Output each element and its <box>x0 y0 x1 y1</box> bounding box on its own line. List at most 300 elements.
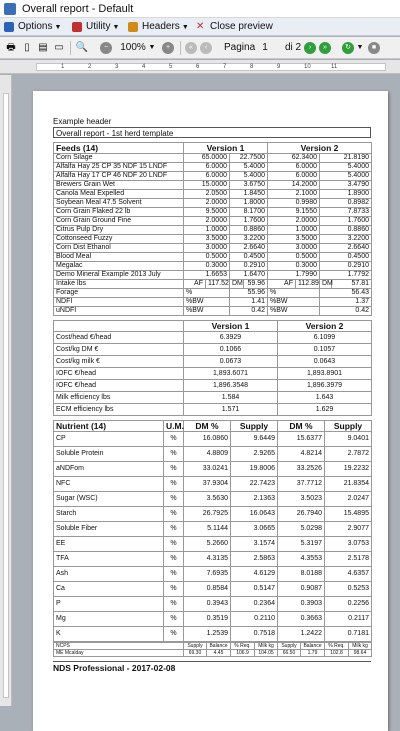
feed-value: 0.9980 <box>268 199 320 208</box>
toolbar-divider <box>180 41 181 55</box>
feed-value: 0.8982 <box>320 199 372 208</box>
ruler-tick: 4 <box>142 64 146 70</box>
nutrient-value: 16.0860 <box>184 432 231 447</box>
nutrient-row <box>54 597 372 612</box>
chevron-down-icon: ▼ <box>112 24 120 31</box>
nutrient-name: TFA <box>54 552 164 567</box>
export-icon[interactable]: ▤ <box>38 42 48 53</box>
report-title: Overall report - 1st herd template <box>53 127 371 138</box>
close-preview-button[interactable]: ✕ Close preview <box>196 21 273 32</box>
nutrient-value: 19.2232 <box>325 462 372 477</box>
menu-utility[interactable]: Utility ▼ <box>72 20 119 34</box>
forage-unit: % <box>184 289 230 298</box>
intake-value: AF <box>268 280 296 289</box>
feed-value: 9.1550 <box>268 208 320 217</box>
nutrient-name: Sugar (WSC) <box>54 492 164 507</box>
nutrient-name: Soluble Protein <box>54 447 164 462</box>
feed-name: Corn Dist Ethanol <box>54 244 184 253</box>
cost-value: 0.0643 <box>278 356 372 368</box>
cost-value: 0.1057 <box>278 344 372 356</box>
cost-value: 1.571 <box>184 404 278 416</box>
feed-value: 1.0000 <box>184 226 230 235</box>
nutrient-row <box>54 492 372 507</box>
window-title: Overall report - Default <box>22 3 134 15</box>
nutrient-value: 2.5863 <box>231 552 278 567</box>
nutrient-name: EE <box>54 537 164 552</box>
feed-value: 7.8733 <box>320 208 372 217</box>
nutrient-value: 5.1144 <box>184 522 231 537</box>
nutrient-value: 15.6377 <box>278 432 325 447</box>
nutrient-value: 0.2110 <box>231 612 278 627</box>
feed-value: 1.7600 <box>320 217 372 226</box>
nutrient-value: 26.7925 <box>184 507 231 522</box>
nutrient-unit: % <box>164 612 184 627</box>
nutrient-value: 5.0298 <box>278 522 325 537</box>
feed-value: 1.7990 <box>268 271 320 280</box>
ncps-value: 4.45 <box>207 650 231 657</box>
nutrient-unit: % <box>164 627 184 642</box>
chevron-down-icon: ▼ <box>181 24 189 31</box>
feed-value: 6.0000 <box>268 172 320 181</box>
intake-value: 59.96 <box>244 280 268 289</box>
feed-row <box>54 154 372 163</box>
um-header: U.M. <box>164 421 184 432</box>
menu-options[interactable]: Options ▼ <box>4 20 61 34</box>
nutrient-unit: % <box>164 537 184 552</box>
nutrient-value: 3.1574 <box>231 537 278 552</box>
ruler-scale <box>36 63 386 71</box>
cost-value: 1.584 <box>184 392 278 404</box>
undfi-label: uNDFI <box>54 307 184 316</box>
nutrient-value: 21.8354 <box>325 477 372 492</box>
ruler-tick: 2 <box>88 64 92 70</box>
ncps-model: ME Mcalday <box>54 650 184 657</box>
undfi-row <box>54 307 372 316</box>
cost-row <box>54 344 372 356</box>
feed-name: Alfalfa Hay 25 CP 35 NDF 15 LNDF <box>54 163 184 172</box>
undfi-unit: %BW <box>184 307 230 316</box>
nutrient-row <box>54 627 372 642</box>
nutrient-name: Starch <box>54 507 164 522</box>
feeds-title: Feeds (14) <box>54 143 184 154</box>
nutrient-value: 33.2526 <box>278 462 325 477</box>
nutrient-value: 9.6449 <box>231 432 278 447</box>
version1-header: Version 1 <box>184 143 268 154</box>
nutrient-value: 0.8584 <box>184 582 231 597</box>
cost-value: 0.1066 <box>184 344 278 356</box>
nutrient-row <box>54 477 372 492</box>
feed-value: 1.7792 <box>320 271 372 280</box>
cost-row <box>54 392 372 404</box>
feed-value: 0.4500 <box>230 253 268 262</box>
ruler-tick: 1 <box>61 64 65 70</box>
costs-table <box>53 320 372 416</box>
cost-label: Cost/head €/head <box>54 332 184 344</box>
nutrient-value: 0.2364 <box>231 597 278 612</box>
feed-value: 6.0000 <box>184 163 230 172</box>
feed-value: 3.2200 <box>320 235 372 244</box>
feed-value: 2.1000 <box>268 190 320 199</box>
nutrient-row <box>54 447 372 462</box>
feed-value: 5.4000 <box>230 163 268 172</box>
feed-row <box>54 163 372 172</box>
nutrient-value: 8.0188 <box>278 567 325 582</box>
feed-value: 3.4790 <box>320 181 372 190</box>
ndfi-value: 1.41 <box>230 298 268 307</box>
nutrient-value: 9.0401 <box>325 432 372 447</box>
ncps-value: 66.50 <box>278 650 301 657</box>
nutrient-name: Ash <box>54 567 164 582</box>
page-icon[interactable]: ▯ <box>24 42 30 53</box>
costs-blank-header <box>54 321 184 332</box>
print-icon[interactable]: 🖶 <box>6 42 16 53</box>
ncps-value: 102.8 <box>325 650 349 657</box>
cost-row <box>54 404 372 416</box>
feed-value: 9.5000 <box>184 208 230 217</box>
forage-label: Forage <box>54 289 184 298</box>
feed-value: 1.8900 <box>320 190 372 199</box>
version1-header: Version 1 <box>184 321 278 332</box>
nutrient-value: 0.3519 <box>184 612 231 627</box>
feed-value: 1.7600 <box>230 217 268 226</box>
ndfi-label: NDFI <box>54 298 184 307</box>
nutrient-value: 15.4895 <box>325 507 372 522</box>
ncps-header: Supply <box>278 643 301 650</box>
nutrient-value: 19.8006 <box>231 462 278 477</box>
feed-value: 3.6750 <box>230 181 268 190</box>
zoom-icon[interactable]: 🔍 <box>75 42 89 53</box>
feed-row <box>54 199 372 208</box>
intake-value: 57.81 <box>332 280 372 289</box>
nutrient-row <box>54 462 372 477</box>
feed-value: 1.8450 <box>230 190 268 199</box>
undfi-value: 0.42 <box>230 307 268 316</box>
nutrient-unit: % <box>164 447 184 462</box>
feed-value: 0.2910 <box>230 262 268 271</box>
page-number-input[interactable]: 1 <box>262 42 268 53</box>
nutrient-unit: % <box>164 582 184 597</box>
feeds-table <box>53 142 372 316</box>
last-page-icon[interactable]: » <box>319 42 331 54</box>
forage-row <box>54 289 372 298</box>
headers-icon <box>128 22 138 32</box>
feed-name: Brewers Grain Wet <box>54 181 184 190</box>
nutrient-value: 0.3903 <box>278 597 325 612</box>
chevron-down-icon[interactable]: ▼ <box>148 44 156 51</box>
ruler-tick: 5 <box>169 64 173 70</box>
feed-value: 0.8860 <box>320 226 372 235</box>
feed-row <box>54 181 372 190</box>
nutrient-name: aNDFom <box>54 462 164 477</box>
feed-value: 8.1700 <box>230 208 268 217</box>
report-header: Example header <box>53 117 112 126</box>
cost-label: IOFC €/head <box>54 380 184 392</box>
ncps-value: 106.9 <box>231 650 255 657</box>
cost-label: ECM efficiency lbs <box>54 404 184 416</box>
preview-toolbar <box>0 37 400 59</box>
cost-value: 1,893.8901 <box>278 368 372 380</box>
feed-row <box>54 262 372 271</box>
ndfi-unit: %BW <box>268 298 320 307</box>
nutrient-value: 0.7181 <box>325 627 372 642</box>
feed-row <box>54 190 372 199</box>
window-titlebar <box>0 0 400 18</box>
nutrients-table <box>53 420 372 642</box>
ncps-header: Balance <box>207 643 231 650</box>
ncps-header: Balance <box>301 643 325 650</box>
app-icon <box>4 3 16 15</box>
cost-label: Cost/kg milk € <box>54 356 184 368</box>
feed-value: 1.0000 <box>268 226 320 235</box>
feed-row <box>54 271 372 280</box>
feed-name: Soybean Meal 47.5 Solvent <box>54 199 184 208</box>
ncps-value: 1.79 <box>301 650 325 657</box>
feed-value: 0.3000 <box>268 262 320 271</box>
feed-value: 2.0000 <box>184 217 230 226</box>
ruler-tick: 6 <box>196 64 200 70</box>
preview-area[interactable] <box>13 75 400 706</box>
feed-value: 3.2200 <box>230 235 268 244</box>
ndfi-value: 1.37 <box>320 298 372 307</box>
chevron-down-icon[interactable]: ▼ <box>356 44 364 51</box>
nutrient-unit: % <box>164 432 184 447</box>
ncps-table <box>53 642 372 657</box>
feed-row <box>54 208 372 217</box>
ruler-tick: 3 <box>115 64 119 70</box>
feed-value: 21.8190 <box>320 154 372 163</box>
ncps-header: Milk kg <box>255 643 278 650</box>
nutrient-value: 4.3553 <box>278 552 325 567</box>
wand-icon <box>72 22 82 32</box>
feed-value: 15.0000 <box>184 181 230 190</box>
feed-value: 3.5000 <box>184 235 230 244</box>
nutrient-name: Soluble Fiber <box>54 522 164 537</box>
ncps-value: 104.05 <box>255 650 278 657</box>
feed-value: 0.3000 <box>184 262 230 271</box>
nutrient-name: NFC <box>54 477 164 492</box>
report-content <box>53 111 371 673</box>
intake-row <box>54 280 372 289</box>
nutrient-row <box>54 567 372 582</box>
nutrient-row <box>54 522 372 537</box>
intake-value: DM <box>320 280 332 289</box>
next-page-icon[interactable]: › <box>304 42 316 54</box>
nutrient-unit: % <box>164 462 184 477</box>
ncps-header: Supply <box>184 643 207 650</box>
dm-header: DM % <box>184 421 231 432</box>
cost-label: Cost/kg DM € <box>54 344 184 356</box>
nutrient-value: 5.3197 <box>278 537 325 552</box>
nutrient-unit: % <box>164 597 184 612</box>
feed-value: 5.4000 <box>320 163 372 172</box>
version2-header: Version 2 <box>278 321 372 332</box>
feed-row <box>54 226 372 235</box>
nutrient-value: 2.0247 <box>325 492 372 507</box>
feed-name: Demo Mineral Example 2013 July <box>54 271 184 280</box>
nutrient-name: CP <box>54 432 164 447</box>
feed-value: 0.2910 <box>320 262 372 271</box>
forage-unit: % <box>268 289 320 298</box>
nutrient-row <box>54 552 372 567</box>
close-icon: ✕ <box>196 21 205 32</box>
feed-value: 0.8860 <box>230 226 268 235</box>
nutrient-value: 3.5023 <box>278 492 325 507</box>
feed-value: 0.5000 <box>268 253 320 262</box>
nutrient-value: 3.0665 <box>231 522 278 537</box>
feed-name: Blood Meal <box>54 253 184 262</box>
nutrient-name: Mg <box>54 612 164 627</box>
feed-name: Corn Silage <box>54 154 184 163</box>
vertical-ruler[interactable] <box>0 75 12 706</box>
undfi-unit: %BW <box>268 307 320 316</box>
nutrient-unit: % <box>164 522 184 537</box>
feed-value: 3.5000 <box>268 235 320 244</box>
nutrient-name: P <box>54 597 164 612</box>
undfi-value: 0.42 <box>320 307 372 316</box>
nutrient-value: 37.7712 <box>278 477 325 492</box>
intake-value: DM <box>230 280 244 289</box>
menubar <box>0 18 400 36</box>
feed-row <box>54 235 372 244</box>
supply-header: Supply <box>231 421 278 432</box>
feed-value: 6.0000 <box>184 172 230 181</box>
nutrient-row <box>54 537 372 552</box>
intake-label: Intake lbs <box>54 280 184 289</box>
stop-icon[interactable]: ■ <box>368 42 380 54</box>
nutrient-unit: % <box>164 477 184 492</box>
ncps-header-row <box>54 643 372 650</box>
ruler-scale <box>3 93 9 698</box>
nutrient-value: 3.5630 <box>184 492 231 507</box>
previous-page-icon[interactable]: ‹ <box>200 42 212 54</box>
nutrient-unit: % <box>164 567 184 582</box>
nutrient-value: 2.5178 <box>325 552 372 567</box>
ncps-value: 98.64 <box>349 650 372 657</box>
nutrient-value: 4.8214 <box>278 447 325 462</box>
nutrient-value: 2.1363 <box>231 492 278 507</box>
feed-row <box>54 244 372 253</box>
feed-value: 5.4000 <box>320 172 372 181</box>
nutrient-value: 1.2539 <box>184 627 231 642</box>
nutrient-value: 0.7518 <box>231 627 278 642</box>
feed-value: 22.7500 <box>230 154 268 163</box>
feed-name: Corn Grain Ground Fine <box>54 217 184 226</box>
cost-value: 1,896.3979 <box>278 380 372 392</box>
nutrient-name: K <box>54 627 164 642</box>
cost-row <box>54 356 372 368</box>
feed-value: 1.8000 <box>230 199 268 208</box>
ruler-tick: 10 <box>304 64 311 70</box>
ncps-header: Milk kg <box>349 643 372 650</box>
feed-name: Citrus Pulp Dry <box>54 226 184 235</box>
feed-value: 0.5000 <box>184 253 230 262</box>
feed-row <box>54 172 372 181</box>
nutrient-row <box>54 432 372 447</box>
first-page-icon[interactable]: « <box>185 42 197 54</box>
feed-name: Canola Meal Expelled <box>54 190 184 199</box>
feed-value: 1.6653 <box>184 271 230 280</box>
zoom-level[interactable]: 100% <box>120 42 146 53</box>
page-label: Pagina <box>224 42 256 53</box>
nutrient-value: 4.6357 <box>325 567 372 582</box>
nutrient-value: 0.2117 <box>325 612 372 627</box>
report-footer: NDS Professional - 2017-02-08 <box>53 661 371 673</box>
zoom-out-icon[interactable]: − <box>100 42 112 54</box>
nutrients-title: Nutrient (14) <box>54 421 164 432</box>
ncps-header: % Req. <box>231 643 255 650</box>
feed-value: 5.4000 <box>230 172 268 181</box>
supply-header: Supply <box>325 421 372 432</box>
ncps-header: % Req. <box>325 643 349 650</box>
feed-name: Cottonseed Fuzzy <box>54 235 184 244</box>
ndfi-row <box>54 298 372 307</box>
nutrient-value: 0.2256 <box>325 597 372 612</box>
nutrient-value: 3.0753 <box>325 537 372 552</box>
ruler-tick: 9 <box>277 64 281 70</box>
nutrient-value: 16.0643 <box>231 507 278 522</box>
cost-value: 1,896.3548 <box>184 380 278 392</box>
nutrient-unit: % <box>164 552 184 567</box>
forage-value: 56.43 <box>320 289 372 298</box>
nutrient-value: 4.3135 <box>184 552 231 567</box>
refresh-icon[interactable]: ↻ <box>342 42 354 54</box>
nutrient-value: 22.7423 <box>231 477 278 492</box>
intake-value: 112.89 <box>296 280 320 289</box>
nutrient-value: 0.3943 <box>184 597 231 612</box>
nutrient-value: 2.9077 <box>325 522 372 537</box>
feed-value: 3.0000 <box>268 244 320 253</box>
nutrient-value: 2.7872 <box>325 447 372 462</box>
chevron-down-icon: ▼ <box>54 24 62 31</box>
cost-value: 6.3929 <box>184 332 278 344</box>
feed-value: 65.0000 <box>184 154 230 163</box>
nutrient-value: 0.3663 <box>278 612 325 627</box>
feed-value: 2.6640 <box>230 244 268 253</box>
ncps-label: NCPS <box>54 643 184 650</box>
document-icon[interactable]: ▭ <box>54 42 64 53</box>
zoom-in-icon[interactable]: + <box>162 42 174 54</box>
feed-value: 2.0000 <box>268 217 320 226</box>
ruler-tick: 8 <box>250 64 254 70</box>
cost-value: 6.1099 <box>278 332 372 344</box>
ruler-tick: 7 <box>223 64 227 70</box>
ndfi-unit: %BW <box>184 298 230 307</box>
feed-name: Corn Grain Flaked 22 lb <box>54 208 184 217</box>
menu-headers[interactable]: Headers ▼ <box>128 20 189 34</box>
forage-value: 55.96 <box>230 289 268 298</box>
cost-value: 0.0673 <box>184 356 278 368</box>
feed-value: 14.2000 <box>268 181 320 190</box>
feed-name: Megalac <box>54 262 184 271</box>
nutrient-value: 37.9304 <box>184 477 231 492</box>
feed-value: 2.6640 <box>320 244 372 253</box>
horizontal-ruler[interactable] <box>0 60 400 74</box>
nutrient-value: 0.5253 <box>325 582 372 597</box>
nutrient-row <box>54 582 372 597</box>
report-page <box>33 91 388 731</box>
nutrient-value: 0.5147 <box>231 582 278 597</box>
nutrient-value: 26.7940 <box>278 507 325 522</box>
feed-name: Alfalfa Hay 17 CP 46 NDF 20 LNDF <box>54 172 184 181</box>
cost-row <box>54 332 372 344</box>
feed-row <box>54 217 372 226</box>
cost-value: 1.629 <box>278 404 372 416</box>
cost-label: Milk efficiency lbs <box>54 392 184 404</box>
checkbox-icon <box>4 22 14 32</box>
dm-header: DM % <box>278 421 325 432</box>
intake-value: AF <box>184 280 206 289</box>
version2-header: Version 2 <box>268 143 372 154</box>
